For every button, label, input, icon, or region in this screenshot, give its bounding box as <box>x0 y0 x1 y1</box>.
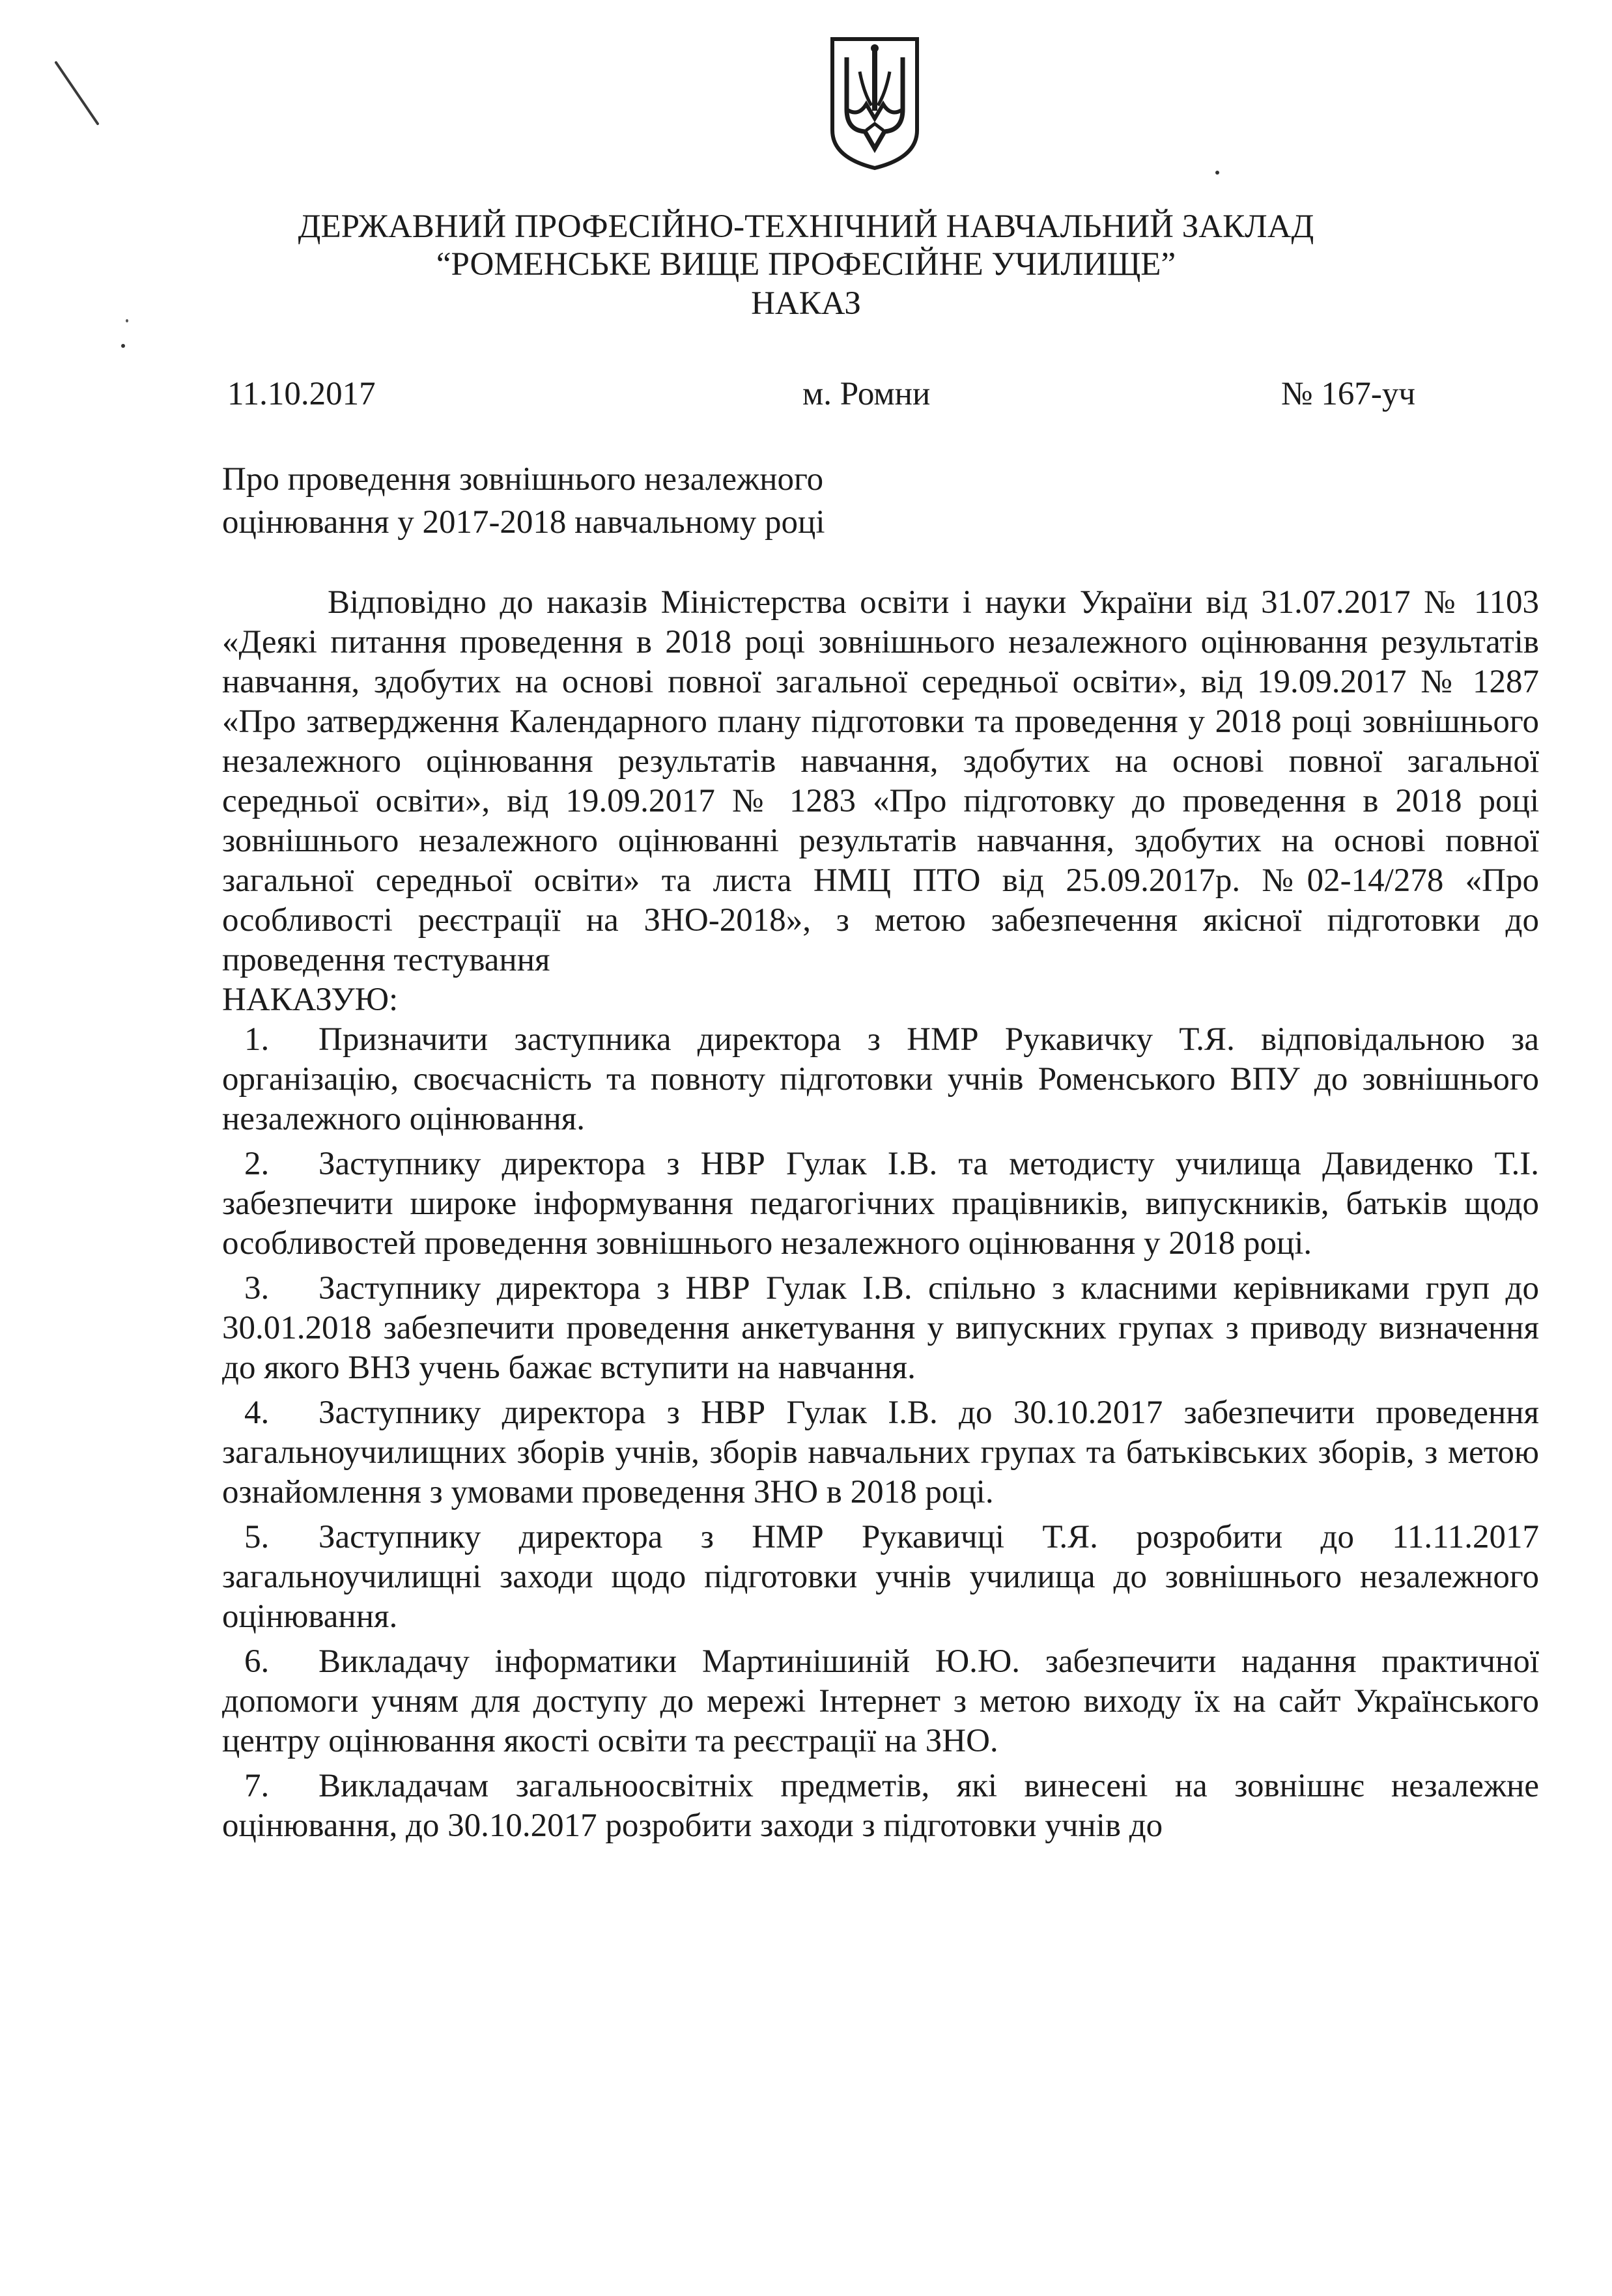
order-item <box>222 1642 1539 1761</box>
order-directive-word: НАКАЗУЮ: <box>222 982 399 1018</box>
item-text: Заступнику директора з НВР Гулак І.В. спільно з класними керівниками груп до 30.01.2018 забезпечити проведення анкетування у випускних групах з приводу визначення до якого ВНЗ учень бажає вступити на навчання. <box>222 1270 1539 1386</box>
institution-name-line2: “РОМЕНСЬКЕ ВИЩЕ ПРОФЕСІЙНЕ УЧИЛИЩЕ” <box>436 246 1176 283</box>
item-text: Викладачам загальноосвітніх предметів, які винесені на зовнішнє незалежне оцінювання, до 30.10.2017 розробити заходи з підготовки учнів до <box>222 1768 1539 1844</box>
item-text: Призначити заступника директора з НМР Рукавичку Т.Я. відповідальною за організацію, своєчасність та повноту підготовки учнів Роменського ВПУ до зовнішнього незалежного оцінювання. <box>222 1021 1539 1137</box>
institution-name-line1: ДЕРЖАВНИЙ ПРОФЕСІЙНО-ТЕХНІЧНИЙ НАВЧАЛЬНИЙ ЗАКЛАД <box>298 208 1314 245</box>
order-number: № 167-уч <box>1281 376 1416 412</box>
item-number: 6. <box>244 1643 270 1680</box>
preamble-paragraph: Відповідно до наказів Міністерства освіти і науки України від 31.07.2017 № 1103 «Деякі питання проведення в 2018 році зовнішнього незалежного оцінювання результатів навчання, здобутих на основі повної загальної середньої освіти», від 19.09.2017 № 1287 «Про затвердження Календарного плану підготовки та проведення у 2018 році зовнішнього незалежного оцінювання результатів навчання, здобутих на основі повної загальної середньої освіти», від 19.09.2017 № 1283 «Про підготовку до проведення в 2018 році зовнішнього незалежного оцінюванні результатів навчання, здобутих на основі повної загальної середньої освіти» та листа НМЦ ПТО від 25.09.2017р. №02-14/278 «Про особливості реєстрації на ЗНО-2018», з метою забезпечення якісної підготовки до проведення тестування <box>222 584 1539 978</box>
scan-speck <box>1215 171 1219 175</box>
order-item <box>222 1766 1539 1846</box>
item-text: Заступнику директора з НВР Гулак І.В. та методисту училища Давиденко Т.І. забезпечити широке інформування педагогічних працівників, випускників, батьків щодо особливостей проведення зовнішнього незалежного оцінювання у 2018 році. <box>222 1146 1539 1262</box>
order-item <box>222 1393 1539 1512</box>
item-text: Заступнику директора з НВР Гулак І.В. до 30.10.2017 забезпечити проведення загальноучилищних зборів учнів, зборів навчальних групах та батьківських зборів, з метою ознайомлення з умовами проведення ЗНО в 2018 році. <box>222 1395 1539 1510</box>
item-number: 5. <box>244 1519 270 1555</box>
item-number: 3. <box>244 1270 270 1307</box>
order-subject <box>222 458 825 544</box>
subject-line1: Про проведення зовнішнього незалежного <box>222 461 824 498</box>
scan-pen-stroke <box>52 59 104 130</box>
order-items-list <box>222 1020 1539 1846</box>
order-item <box>222 1518 1539 1637</box>
item-number: 1. <box>244 1021 270 1058</box>
order-item <box>222 1020 1539 1139</box>
document-type-title: НАКАЗ <box>751 285 861 322</box>
item-number: 2. <box>244 1146 270 1182</box>
subject-line2: оцінювання у 2017-2018 навчальному році <box>222 504 825 541</box>
order-item <box>222 1144 1539 1264</box>
item-number: 7. <box>244 1768 270 1804</box>
coat-of-arms-icon <box>826 33 924 173</box>
order-date: 11.10.2017 <box>227 376 376 412</box>
order-item <box>222 1269 1539 1388</box>
order-body <box>222 583 1539 1851</box>
item-text: Заступнику директора з НМР Рукавичці Т.Я. розробити до 11.11.2017 загальноучилищні заходи щодо підготовки учнів училища до зовнішнього незалежного оцінювання. <box>222 1519 1539 1635</box>
scan-speck <box>121 344 125 348</box>
order-city: м. Ромни <box>802 376 931 412</box>
item-text: Викладачу інформатики Мартинішиній Ю.Ю. забезпечити надання практичної допомоги учням для доступу до мережі Інтернет з метою виходу їх на сайт Українського центру оцінювання якості освіти та реєстрації на ЗНО. <box>222 1643 1539 1759</box>
item-number: 4. <box>244 1395 270 1431</box>
